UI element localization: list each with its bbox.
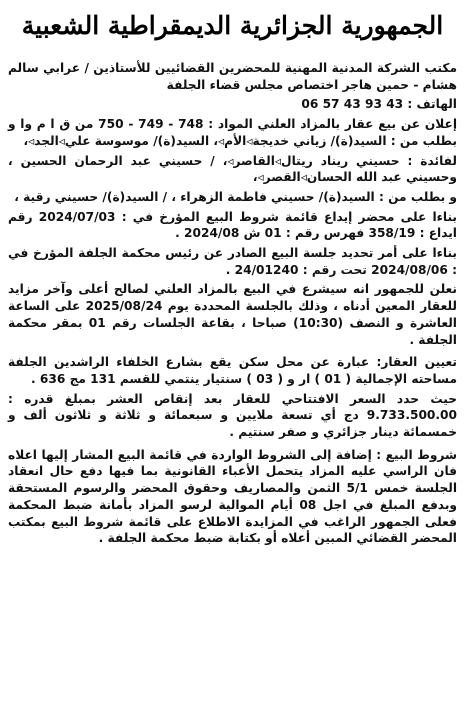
notice-paragraph: نعلن للجمهور انه سيشرع في البيع بالمزاد العلني لصالح أعلى وآخر مزايد للعقار المعين أدناه ، وذلك بالجلسة المحددة يوم 2025/08/24 على الساعة العاشرة و النصف (10:30) صباحا ، بقاعة الجلسات رقم 01 بمقر محكمة الجلفة . bbox=[8, 282, 457, 347]
requested-by-paragraph: و بطلب من : السيد(ة)/ حسيني فاطمة الزهراء ، / السيد(ة)/ حسيني رقية ، bbox=[14, 189, 457, 204]
deposit-paragraph: بناءا على محضر إيداع قائمة شروط البيع المؤرخ في : 2024/07/03 رقم ايداع : 358/19 فهرس رقم : 01 ش 2024/08 . bbox=[8, 209, 458, 241]
office-header: مكتب الشركة المدنية المهنية للمحضرين القضائيين للأستاذين / عرابي سالم هشام - حمين هاجر اختصاص مجلس قضاء الجلفة bbox=[8, 61, 457, 92]
price-paragraph: حيث حدد السعر الافتتاحي للعقار بعد إنقاص العشر بمبلغ قدره : 9.733.500.00 دج أي تسعة ملايين و سبعمائة و ثلاثة و ثلاثون ألف و خمسمائة دينار جزائري و صفر سنتيم . bbox=[8, 391, 457, 440]
phone-value: 06 57 43 93 43 bbox=[301, 97, 404, 112]
announcement-paragraph: إعلان عن بيع عقار بالمزاد العلني المواد : 748 - 749 - 750 من ق ا م وا و بطلب من : السيد(ة)/ زياني خديجة◃الأم◃، السيد(ة)/ موسوسة علي◃الجد◃، bbox=[8, 117, 457, 148]
phone-line bbox=[8, 96, 457, 113]
page-title: الجمهورية الجزائرية الديمقراطية الشعبية bbox=[21, 11, 444, 40]
property-paragraph: تعيين العقار: عبارة عن محل سكن يقع بشارع الخلفاء الراشدين الجلفة مساحته الإجمالية ( 01 ) ار و ( 03 ) سنتيار ينتمي للقسم 131 مج 636 . bbox=[8, 355, 457, 386]
beneficiary-paragraph: لفائدة : حسيني ريناد ريتال◃القاصر◃، / حسيني عبد الرحمان الحسين ، وحسيني عبد الله الحسان◃القصر◃، bbox=[8, 153, 457, 185]
conditions-paragraph: شروط البيع : إضافة إلى الشروط الواردة في قائمة البيع المشار إليها اعلاه فان الراسي عليه المزاد يتحمل الأعباء القانونية بما فيها دفع حال انعقاد الجلسة خمس 5/1 الثمن والمصاريف وحقوق المحضر والرسوم المستحقة وبدفع المبلغ في اجل 08 أيام الموالية لرسو المزاد بأمانة ضبط المحكمة فعلى الجمهور الراغب في المزايدة الاطلاع على قائمة شروط البيع بمكتب المحضر القضائي المبين أعلاه أو بكتابة ضبط محكمة الجلفة . bbox=[8, 447, 457, 546]
phone-label: الهاتف : bbox=[407, 97, 457, 112]
order-paragraph: بناءا على أمر تحديد جلسة البيع الصادر عن رئيس محكمة الجلفة المؤرخ في : 2024/08/06 تحت رقم : 24/01240 . bbox=[8, 246, 457, 277]
